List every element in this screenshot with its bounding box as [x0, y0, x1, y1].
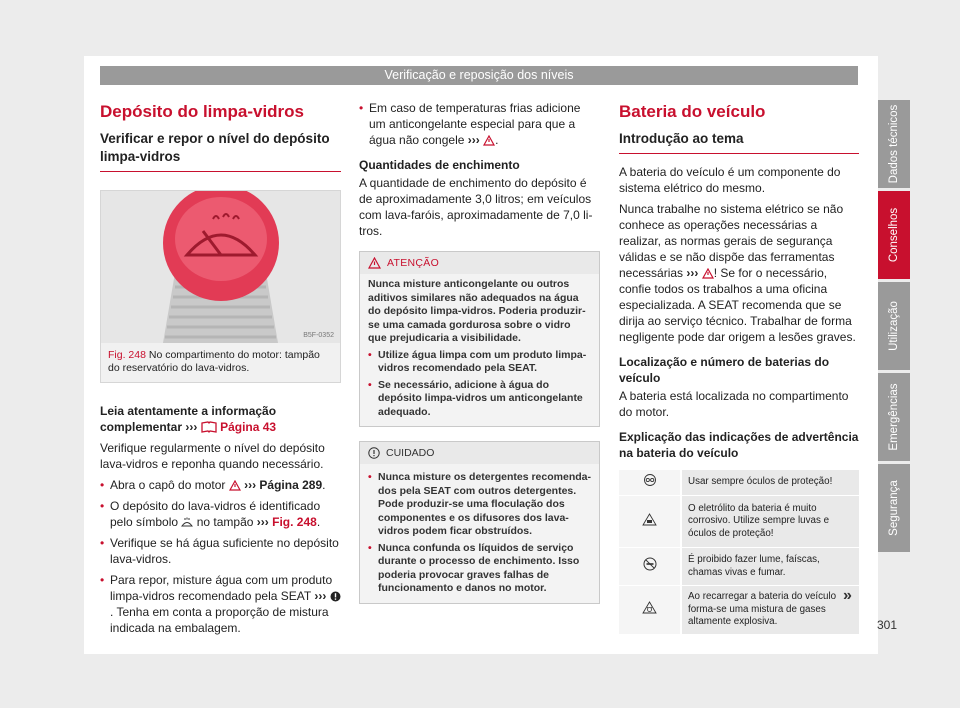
caution-box: [359, 441, 600, 604]
figure-caption: [101, 343, 340, 382]
warning-box: [359, 251, 600, 427]
list-text: .: [316, 515, 321, 529]
table-row: [619, 496, 859, 548]
side-tabs: [878, 100, 910, 555]
book-icon: [201, 421, 217, 433]
table-row: [619, 470, 859, 496]
washer-fluid-icon: [181, 517, 193, 528]
arrow: ›››: [686, 266, 699, 280]
table-cell: O eletrólito da bateria é muito corrosivo. Utilize sempre luvas e óculos de proteção!: [681, 496, 859, 548]
list-text: Para repor, misture água com um produto limpa-vidros recomendado pela SEAT: [110, 573, 333, 603]
warning-item: • Utilize água limpa com um produto limpa-vidros recomendado pela SEAT.: [368, 349, 591, 376]
caution-icon: [368, 447, 380, 459]
list-text: .: [495, 133, 499, 147]
figure-code: B5F-0352: [303, 332, 334, 339]
caution-item: • Nunca confunda os líquidos de serviço durante o processo de enchimento. Isso poderia provocar graves falhas de funcionamento e danos no motor.: [368, 542, 591, 596]
page-header: Verificação e reposição dos níveis: [100, 66, 858, 85]
tab-label: Utilização: [888, 301, 900, 351]
figure-caption-text: No compartimento do motor: tampão do reservatório do lava-vidros.: [108, 349, 320, 374]
paragraph-text: Nunca trabalhe no sistema elétrico se não conhece as operações necessárias a realizar, as normas gerais de segurança válidas e se não dispõe das ferramentas necessárias: [619, 202, 844, 280]
paragraph: Verifique regularmente o nível do depósito lava-vidros e reponha quando necessário.: [100, 441, 325, 471]
table-icon-cell: [619, 470, 681, 496]
paragraph: [619, 201, 859, 345]
tab-seguranca[interactable]: [878, 464, 910, 552]
page-number: 301: [877, 618, 898, 632]
column-3: [619, 100, 859, 634]
figure-248: [100, 190, 341, 383]
caution-item: • Nunca misture os detergentes recomendados pela SEAT com outros detergentes. Pode produzir-se uma floculação dos componentes e os difusores dos lava-vidros podem ficar obstruídos.: [368, 471, 591, 539]
list-item: [100, 477, 341, 493]
arrow: ›››: [467, 133, 480, 147]
warning-title: ATENÇÃO: [387, 257, 440, 269]
intro-paragraph: [100, 403, 341, 435]
warning-icon: [368, 257, 381, 269]
table-cell: Ao recarregar a bateria do veículo forma-se uma mistura de gases altamente explosiva.: [681, 586, 859, 634]
location-title: Localização e número de baterias do veículo: [619, 355, 830, 385]
table-row: [619, 586, 859, 634]
figure-link[interactable]: Fig. 248: [272, 515, 317, 529]
explanation-title: Explicação das indicações de advertência na bateria do veículo: [619, 430, 859, 460]
column-1: [100, 100, 341, 636]
washer-cap-image: [101, 191, 340, 343]
table-icon-cell: [619, 548, 681, 586]
tab-label: Segurança: [888, 480, 900, 536]
continued-marker: »: [843, 587, 852, 604]
warning-item: • Se necessário, adicione à água do depósito limpa-vidros um anticongelante adequado.: [368, 379, 591, 420]
caution-header: [360, 442, 599, 464]
list-item: [359, 100, 600, 148]
location-text: A bateria está localizada no compartimento do motor.: [619, 389, 849, 419]
table-icon-cell: [619, 496, 681, 548]
section-heading: Bateria do veículo: [619, 102, 766, 121]
warning-text: Nunca misture anticongelante ou outros aditivos similares não adequados na água do depósito limpa-vidros. Poderia produzir-se uma camada gordurosa sobre o vidro que prejudicaria a visibilidade.: [368, 278, 586, 344]
section-subheading: Introdução ao tema: [619, 130, 859, 154]
list-text: Abra o capô do motor: [110, 478, 226, 492]
list-text: no tampão: [196, 515, 254, 529]
intro-text: Leia atentamente a informação complementar: [100, 404, 277, 434]
paragraph-text: ! Se for o necessário, confie todos os trabalhos a uma oficina especializada. A SEAT recomenda que se dirija ao serviço técnico. Trabalhar de forma negligente pode dar origem a lesões graves.: [619, 266, 856, 344]
section-subheading: Verificar e repor o nível do depósito limpa-vidros: [100, 130, 341, 172]
page-link[interactable]: ››› Página 289: [244, 478, 323, 492]
corrosive-icon: [642, 513, 657, 526]
caution-body: [360, 464, 599, 603]
tab-dados-tecnicos[interactable]: [878, 100, 910, 188]
caution-icon: [330, 591, 341, 602]
warning-header: [360, 252, 599, 274]
no-fire-icon: [643, 557, 657, 571]
list-item: [100, 572, 341, 636]
list-item: • Verifique se há água suficiente no depósito lava-vidros.: [100, 535, 341, 567]
list-text: .: [322, 478, 326, 492]
arrow: ›››: [256, 515, 269, 529]
intro-page-link[interactable]: Página 43: [220, 420, 277, 434]
tab-label: Dados técnicos: [888, 104, 900, 184]
goggles-icon: [643, 474, 657, 486]
explosive-icon: [642, 601, 657, 614]
quantities-title: Quantidades de enchimento: [359, 158, 520, 172]
tab-label: Emergências: [888, 383, 900, 451]
caution-title: CUIDADO: [386, 447, 435, 459]
tab-utilizacao[interactable]: [878, 282, 910, 370]
warning-icon: [483, 135, 495, 146]
arrow: ›››: [314, 589, 327, 603]
intro-arrow: ›››: [185, 420, 198, 434]
list-text: . Tenha em conta a proporção de mistura indicada na embalagem.: [110, 605, 329, 635]
warning-indications-table: [619, 469, 859, 634]
warning-icon: [702, 268, 714, 279]
paragraph: A bateria do veículo é um componente do sistema elétrico do mesmo.: [619, 165, 841, 195]
table-cell: Usar sempre óculos de proteção!: [681, 470, 859, 496]
tab-conselhos[interactable]: [878, 191, 910, 279]
table-row: [619, 548, 859, 586]
tab-emergencias[interactable]: [878, 373, 910, 461]
warning-icon: [229, 480, 241, 491]
quantities-text: A quantidade de enchimento do depósito é de aproximadamente 3,0 litros; em veículos com lava-faróis, aproximadamente de 7,0 litros.: [359, 176, 593, 238]
warning-body: [360, 274, 599, 426]
column-2: [359, 100, 600, 604]
section-heading: Depósito do limpa-vidros: [100, 102, 305, 121]
table-icon-cell: [619, 586, 681, 634]
list-text: O depósito do lava-vidros é identificado pelo símbolo: [110, 499, 321, 529]
tab-label: Conselhos: [888, 207, 900, 263]
list-text: Em caso de temperaturas frias adicione um anticongelante especial para que a água não congele: [369, 101, 581, 147]
list-item: [100, 498, 341, 530]
table-cell: É proibido fazer lume, faíscas, chamas vivas e fumar.: [681, 548, 859, 586]
figure-label: Fig. 248: [108, 349, 146, 361]
